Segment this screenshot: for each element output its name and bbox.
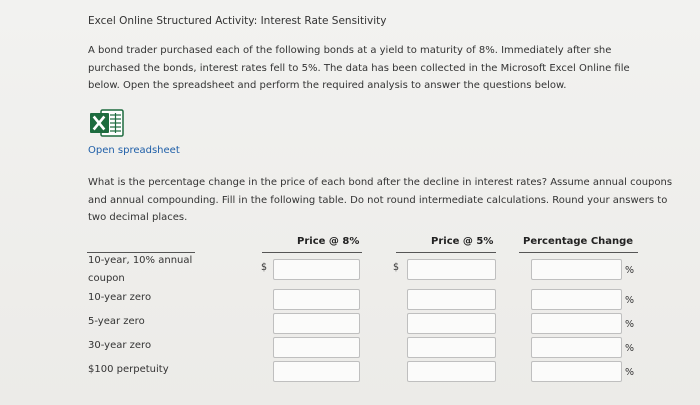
intro-paragraph: A bond trader purchased each of the following bonds at a yield to maturity of 8%. Immediately after she purchased the bonds, interest rates fell to 5%. The data has been collected in the Microsoft Excel Online file below. Open the spreadsheet and perform the required analysis to answer the questions below. <box>88 45 630 91</box>
row-label-10-year-coupon <box>88 252 192 287</box>
row-label-30-year-zero: 30-year zero <box>88 340 152 351</box>
price-8-input-10-year-zero[interactable] <box>273 289 360 310</box>
price-5-column-divider <box>396 252 496 253</box>
activity-title: Excel Online Structured Activity: Interest Rate Sensitivity <box>88 15 387 27</box>
percentage-change-input-30-year-zero[interactable] <box>531 337 622 358</box>
row-label-100-perpetuity: $100 perpetuity <box>88 364 169 375</box>
price-5-input-5-year-zero[interactable] <box>407 313 496 334</box>
currency-symbol: $ <box>393 262 400 273</box>
percentage-change-input-100-perpetuity[interactable] <box>531 361 622 382</box>
row-label-10-year-zero: 10-year zero <box>88 292 152 303</box>
question-paragraph: What is the percentage change in the price of each bond after the decline in interest rates? Assume annual coupons and annual compounding. Fill in the following table. Do not round intermediate calculations. Round your answers to two decimal places. <box>88 177 673 223</box>
row-label-5-year-zero: 5-year zero <box>88 316 145 327</box>
percent-symbol: % <box>625 295 635 306</box>
percent-symbol: % <box>625 319 635 330</box>
column-header-price-5: Price @ 5% <box>431 236 494 247</box>
open-spreadsheet-link[interactable]: Open spreadsheet <box>88 145 180 156</box>
percent-symbol: % <box>625 367 635 378</box>
row-label-line1: 10-year, 10% annual <box>88 255 193 266</box>
price-8-input-5-year-zero[interactable] <box>273 313 360 334</box>
column-header-percentage-change: Percentage Change <box>523 236 634 247</box>
price-5-input-30-year-zero[interactable] <box>407 337 496 358</box>
percent-symbol: % <box>625 343 635 354</box>
percentage-change-input-10-year-coupon[interactable] <box>531 259 622 280</box>
currency-symbol: $ <box>261 262 268 273</box>
price-5-input-100-perpetuity[interactable] <box>407 361 496 382</box>
row-label-line2: coupon <box>88 273 125 284</box>
percentage-change-input-5-year-zero[interactable] <box>531 313 622 334</box>
price-5-input-10-year-coupon[interactable] <box>407 259 496 280</box>
percent-symbol: % <box>625 265 635 276</box>
excel-icon[interactable] <box>89 109 125 137</box>
price-8-column-divider <box>262 252 362 253</box>
column-header-price-8: Price @ 8% <box>297 236 360 247</box>
price-5-input-10-year-zero[interactable] <box>407 289 496 310</box>
percentage-change-column-divider <box>519 252 638 253</box>
price-8-input-30-year-zero[interactable] <box>273 337 360 358</box>
percentage-change-input-10-year-zero[interactable] <box>531 289 622 310</box>
price-8-input-10-year-coupon[interactable] <box>273 259 360 280</box>
price-8-input-100-perpetuity[interactable] <box>273 361 360 382</box>
